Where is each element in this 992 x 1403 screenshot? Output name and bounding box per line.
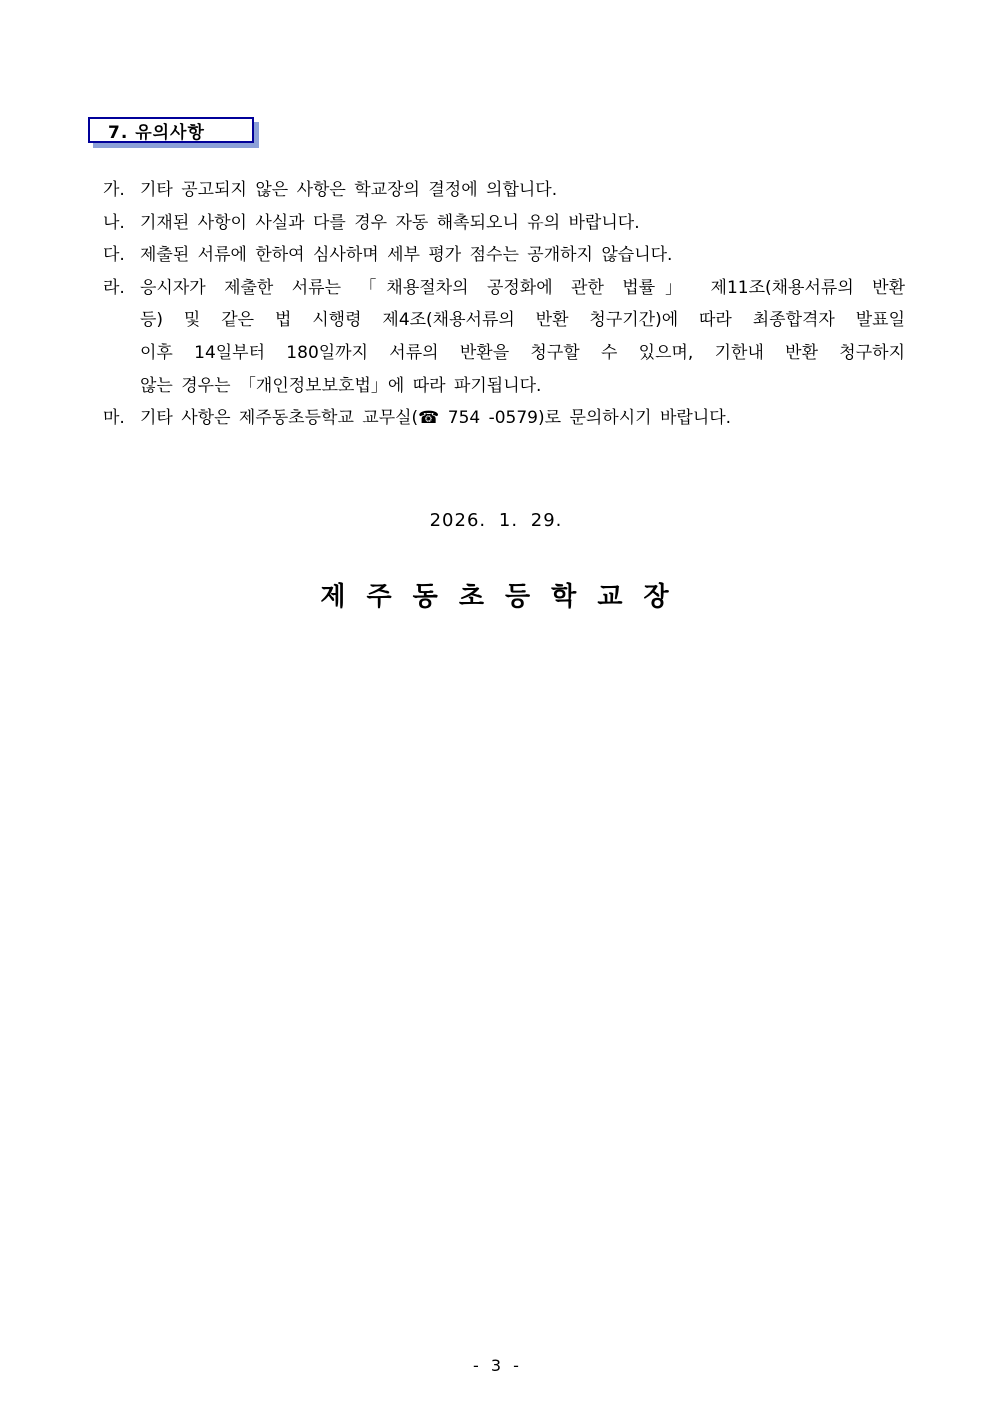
note-line: 응시자가 제출한 서류는 「채용절차의 공정화에 관한 법률」 제11조(채용서류의 반환	[140, 277, 905, 298]
section-title-box	[88, 117, 254, 143]
date-line: 2026. 1. 29.	[429, 510, 563, 531]
note-text	[140, 207, 905, 240]
note-line: 제출된 서류에 한하여 심사하며 세부 평가 점수는 공개하지 않습니다.	[140, 245, 673, 266]
section-title: 7. 유의사항	[108, 122, 205, 143]
notes-list	[103, 174, 905, 435]
note-text	[140, 174, 905, 207]
note-line-with-phone-icon: 기타 사항은 제주동초등학교 교무실(☎ 754 -0579)로 문의하시기 바랍니다.	[140, 408, 732, 429]
note-marker: 마.	[103, 408, 125, 429]
note-line: 않는 경우는 「개인정보보호법」에 따라 파기됩니다.	[140, 375, 542, 396]
note-item-ga	[103, 174, 905, 207]
note-text	[140, 402, 905, 435]
note-marker: 라.	[103, 277, 125, 298]
note-item-ma	[103, 402, 905, 435]
note-item-ra	[103, 272, 905, 402]
note-text	[140, 239, 905, 272]
note-item-da	[103, 239, 905, 272]
note-text	[140, 272, 905, 402]
signature-principal: 제 주 동 초 등 학 교 장	[320, 582, 672, 612]
note-line: 이후 14일부터 180일까지 서류의 반환을 청구할 수 있으며, 기한내 반환 청구하지	[140, 342, 905, 363]
note-line: 등) 및 같은 법 시행령 제4조(채용서류의 반환 청구기간)에 따라 최종합격자 발표일	[140, 310, 905, 331]
note-item-na	[103, 207, 905, 240]
note-marker: 나.	[103, 212, 125, 233]
note-line: 기타 공고되지 않은 사항은 학교장의 결정에 의합니다.	[140, 180, 558, 200]
note-marker: 가.	[103, 180, 125, 200]
page-number: - 3 -	[473, 1356, 519, 1375]
note-marker: 다.	[103, 245, 125, 266]
note-line: 기재된 사항이 사실과 다를 경우 자동 해촉되오니 유의 바랍니다.	[140, 212, 640, 233]
